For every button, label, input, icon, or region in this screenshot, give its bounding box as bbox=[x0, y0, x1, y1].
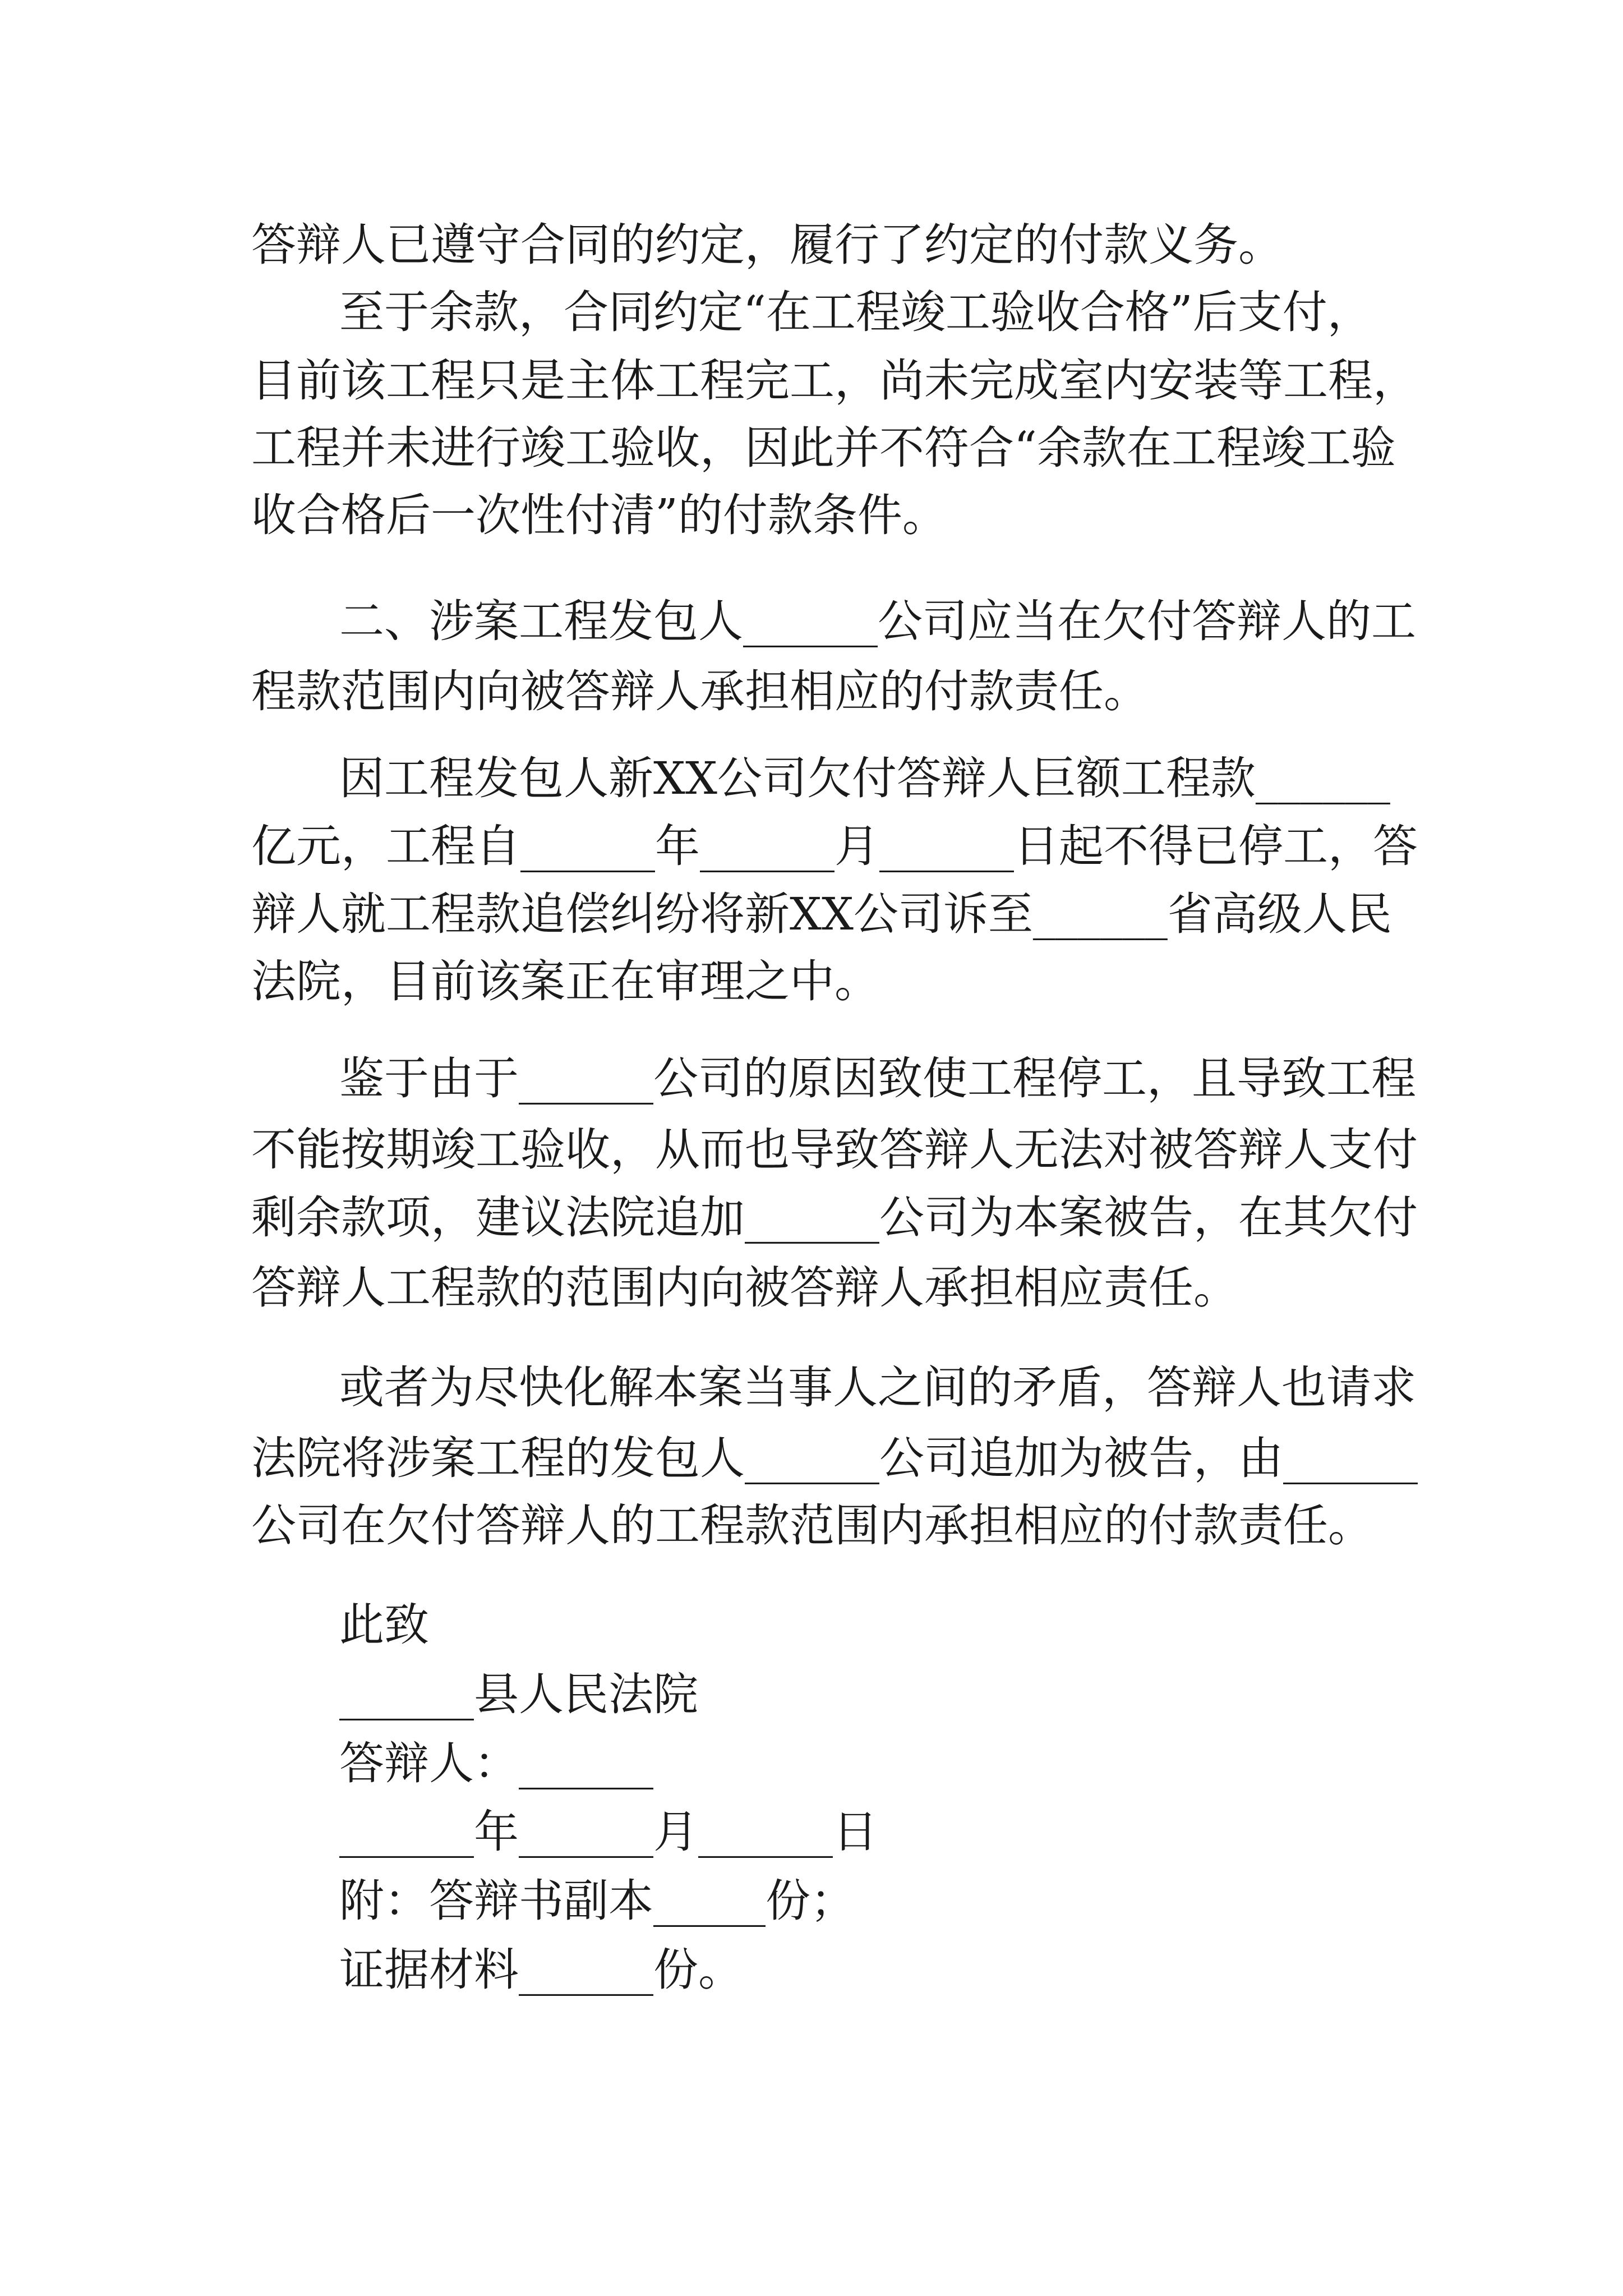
text-line: 或者为尽快化解本案当事人之间的矛盾，答辩人也请求 bbox=[339, 1361, 1416, 1414]
recipient-court: ______县人民法院 bbox=[339, 1668, 698, 1720]
closing-salutation: 此致 bbox=[339, 1599, 429, 1651]
text-line: 目前该工程只是主体工程完工，尚未完成室内安装等工程， bbox=[251, 355, 1418, 407]
text-line: 程款范围内向被答辩人承担相应的付款责任。 bbox=[251, 665, 1149, 717]
text-line: 公司在欠付答辩人的工程款范围内承担相应的付款责任。 bbox=[251, 1499, 1373, 1552]
text-line: 二、涉案工程发包人______公司应当在欠付答辩人的工 bbox=[339, 595, 1416, 647]
text-line: 答辩人工程款的范围内向被答辩人承担相应责任。 bbox=[251, 1262, 1238, 1314]
respondent-signature: 答辩人：______ bbox=[339, 1737, 653, 1789]
text-line: 亿元，工程自______年______月______日起不得已停工，答 bbox=[251, 820, 1418, 872]
text-line: 因工程发包人新XX公司欠付答辩人巨额工程款______ bbox=[339, 752, 1390, 804]
text-line: 法院将涉案工程的发包人______公司追加为被告，由______ bbox=[251, 1432, 1418, 1484]
attachment-line: 附：答辩书副本_____份； bbox=[339, 1875, 855, 1927]
text-line: 收合格后一次性付清”的付款条件。 bbox=[251, 489, 947, 541]
text-line: 辩人就工程款追偿纠纷将新XX公司诉至______省高级人民 bbox=[251, 888, 1392, 940]
text-line: 至于余款，合同约定“在工程竣工验收合格”后支付， bbox=[339, 286, 1372, 338]
text-line: 鉴于由于______公司的原因致使工程停工，且导致工程 bbox=[339, 1052, 1416, 1105]
text-line: 工程并未进行竣工验收，因此并不符合“余款在工程竣工验 bbox=[251, 422, 1396, 474]
text-line: 答辩人已遵守合同的约定，履行了约定的付款义务。 bbox=[251, 219, 1283, 271]
text-line: 剩余款项，建议法院追加______公司为本案被告，在其欠付 bbox=[251, 1191, 1418, 1244]
text-line: 不能按期竣工验收，从而也导致答辩人无法对被答辩人支付 bbox=[251, 1124, 1418, 1176]
date-line: ______年______月______日 bbox=[339, 1806, 878, 1858]
attachment-line: 证据材料______份。 bbox=[339, 1944, 743, 1996]
text-line: 法院，目前该案正在审理之中。 bbox=[251, 955, 879, 1007]
